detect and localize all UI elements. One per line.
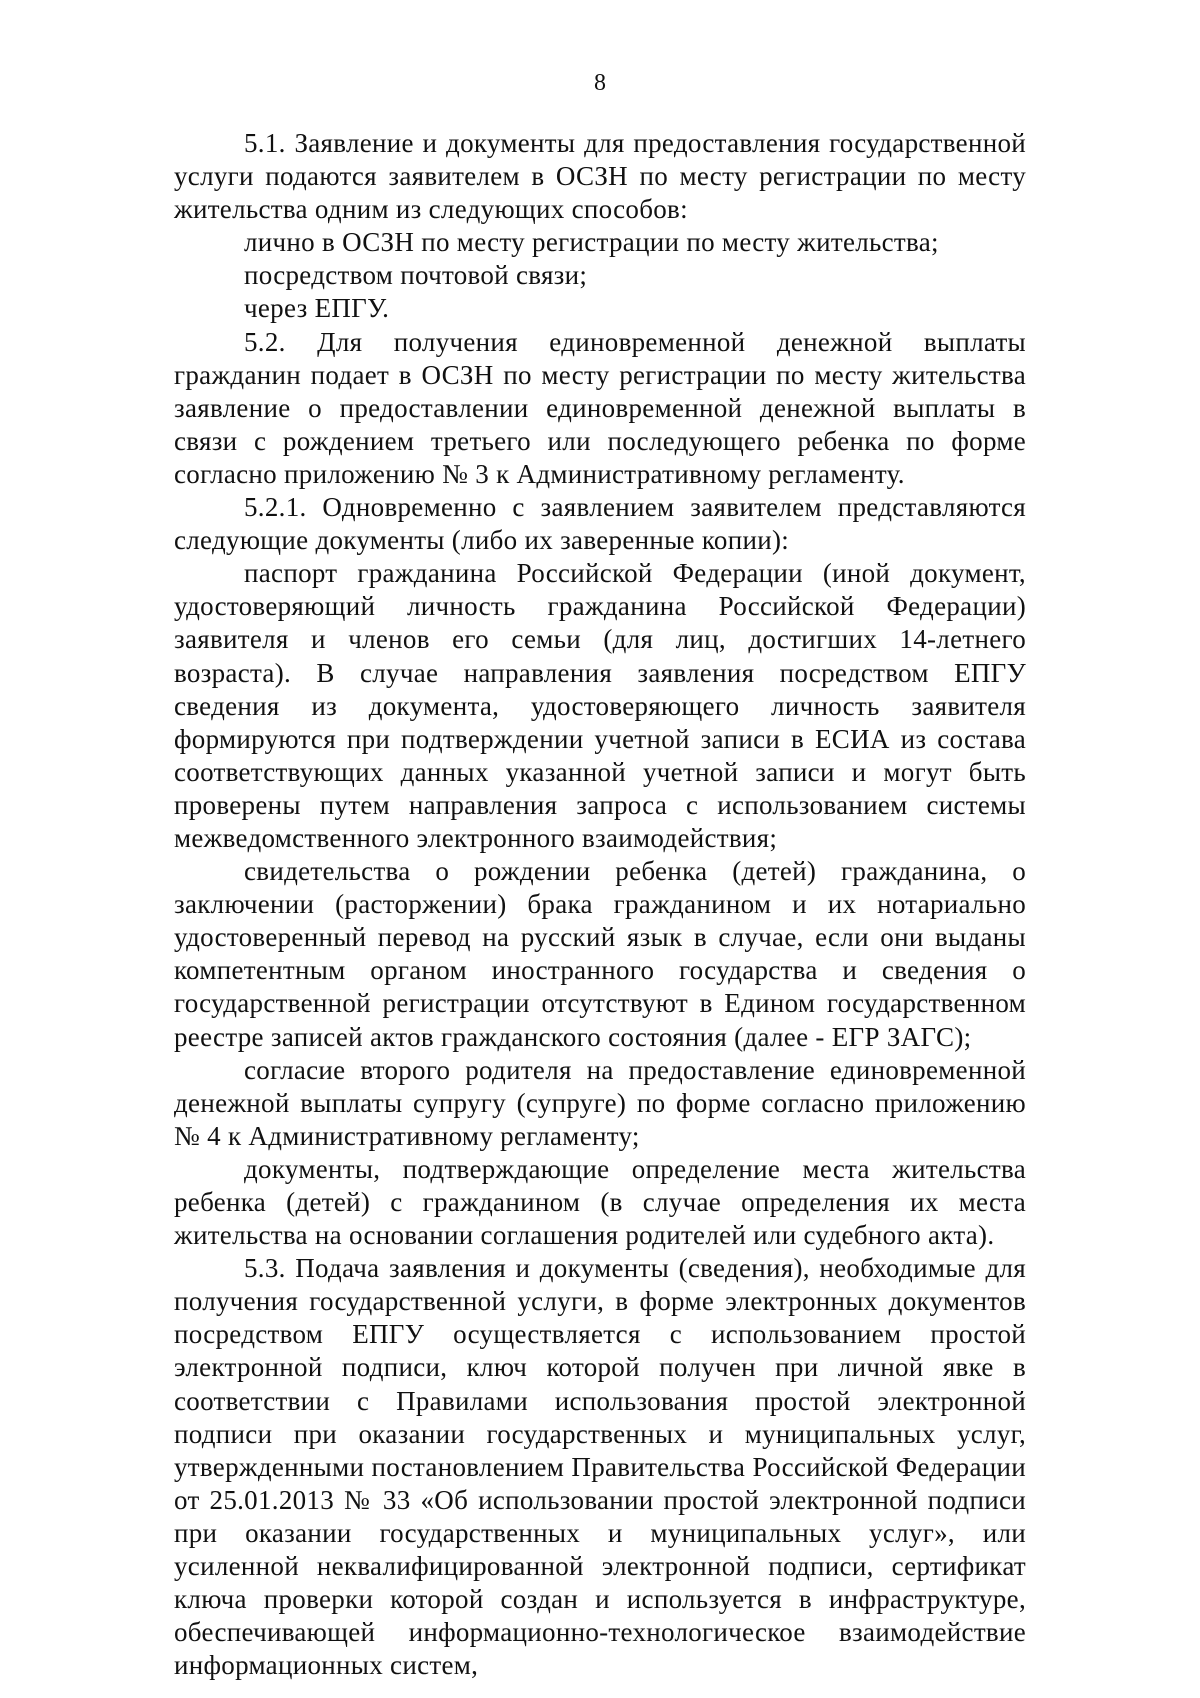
list-item-in-person: лично в ОСЗН по месту регистрации по месту жительства; bbox=[244, 227, 939, 258]
paragraph-5-2: 5.2. Для получения единовременной денежной выплаты гражданин подает в ОСЗН по месту регистрации по месту жительства заявление о предоставлении единовременной денежной выплаты в связи с рождением третьего или последующего ребенка по форме согласно приложению № 3 к Административному регламенту. bbox=[174, 326, 1026, 489]
paragraph-5-1: 5.1. Заявление и документы для предоставления государственной услуги подаются заявителем в ОСЗН по месту регистрации по месту жительства одним из следующих способов: bbox=[174, 128, 1026, 225]
list-item-epgu: через ЕПГУ. bbox=[244, 293, 390, 324]
page-number: 8 bbox=[594, 70, 606, 96]
list-item-passport: паспорт гражданина Российской Федерации (иной документ, удостоверяющий личность гражданина Российской Федерации) заявителя и членов его семьи (для лиц, достигших 14-летнего возраста). В случае направления заявления посредством ЕПГУ сведения из документа, удостоверяющего личность заявителя формируются при подтверждении учетной записи в ЕСИА из состава соответствующих данных указанной учетной записи и могут быть проверены путем направления запроса с использованием системы межведомственного электронного взаимодействия; bbox=[174, 558, 1026, 853]
paragraph-5-3: 5.3. Подача заявления и документы (сведения), необходимые для получения государственной услуги, в форме электронных документов посредством ЕПГУ осуществляется с использованием простой электронной подписи, ключ которой получен при личной явке в соответствии с Правилами использования простой электронной подписи при оказании государственных и муниципальных услуг, утвержденными постановлением Правительства Российской Федерации от 25.01.2013 № 33 «Об использовании простой электронной подписи при оказании государственных и муниципальных услуг», или усиленной неквалифицированной электронной подписи, сертификат ключа проверки которой создан и используется в инфраструктуре, обеспечивающей информационно-технологическое взаимодействие информационных систем, bbox=[174, 1253, 1026, 1681]
list-item-birth-certificates: свидетельства о рождении ребенка (детей) гражданина, о заключении (расторжении) брака гражданином и их нотариально удостоверенный перевод на русский язык в случае, если они выданы компетентным органом иностранного государства и сведения о государственной регистрации отсутствуют в Едином государственном реестре записей актов гражданского состояния (далее - ЕГР ЗАГС); bbox=[174, 856, 1026, 1052]
list-item-second-parent-consent: согласие второго родителя на предоставление единовременной денежной выплаты супругу (супруге) по форме согласно приложению № 4 к Административному регламенту; bbox=[174, 1054, 1026, 1151]
paragraph-5-2-1: 5.2.1. Одновременно с заявлением заявителем представляются следующие документы (либо их заверенные копии): bbox=[174, 492, 1026, 556]
document-body bbox=[174, 127, 1026, 1682]
list-item-residence-documents: документы, подтверждающие определение места жительства ребенка (детей) с гражданином (в случае определения их места жительства на основании соглашения родителей или судебного акта). bbox=[174, 1153, 1026, 1251]
list-item-postal: посредством почтовой связи; bbox=[244, 260, 588, 291]
